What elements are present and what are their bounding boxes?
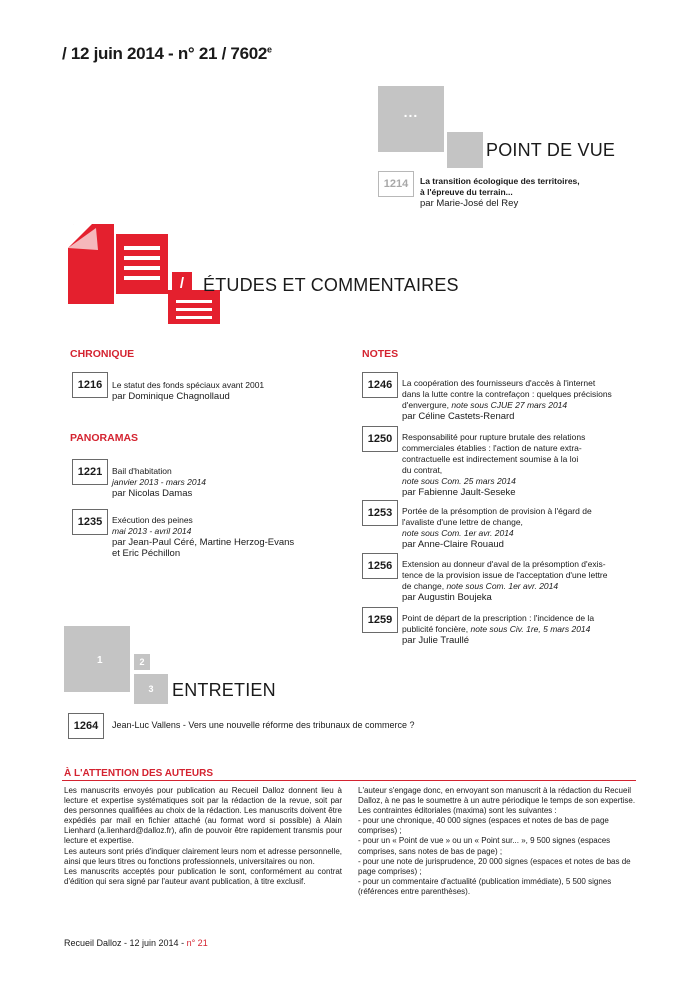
article-entry[interactable]: Le statut des fonds spéciaux avant 2001 par Dominique Chagnollaud [112, 380, 265, 402]
documents-icon [64, 224, 224, 324]
article-number[interactable]: 1246 [362, 372, 398, 398]
article-entry[interactable]: La transition écologique des territoires, à l'épreuve du terrain... par Marie-José del Rey [420, 176, 580, 209]
entretien-icon-square-3: 3 [134, 674, 168, 704]
article-number[interactable]: 1253 [362, 500, 398, 526]
article-entry[interactable]: Extension au donneur d'aval de la présomption d'exis- tence de la provision issue de l'acceptation d'une lettre de change, note sous Com. 1er avr. 2014 par Augustin Boujeka [402, 559, 608, 603]
chronique-heading: CHRONIQUE [70, 348, 135, 360]
entretien-icon-square-1: 1 [64, 626, 130, 692]
article-number[interactable]: 1250 [362, 426, 398, 452]
article-number[interactable]: 1235 [72, 509, 108, 535]
article-number[interactable]: 1264 [68, 713, 104, 739]
issue-header: / 12 juin 2014 - n° 21 / 7602e [62, 44, 272, 63]
page-footer: Recueil Dalloz - 12 juin 2014 - n° 21 [64, 938, 208, 948]
authors-notice-left: Les manuscrits envoyés pour publication au Recueil Dalloz donnent lieu à lecture et expertise systématiques soit par la rédaction de la revue, soit par des personnes qualifiées au choix de la rédaction. Les manuscrits doivent être expédiés par mail en fichier attaché (au format word si possible) à Alain Lienhard (a.lienhard@dalloz.fr), afin de pouvoir être rapidement transmis pour lecture et expertise. Les auteurs sont priés d'indiquer clairement leurs nom et adresse personnelle, ainsi que leurs titres ou fonctions professionnels, universitaires ou non. Les manuscrits acceptés pour publication le sont, conformément au contrat d'édition qui sera signé par l'auteur avant publication, à titre exclusif. [64, 786, 342, 886]
article-entry[interactable]: Exécution des peines mai 2013 - avril 2014 par Jean-Paul Céré, Martine Herzog-Evans et Eric Péchillon [112, 515, 295, 559]
entretien-title: ENTRETIEN [172, 680, 276, 700]
article-entry[interactable]: Jean-Luc Vallens - Vers une nouvelle réforme des tribunaux de commerce ? [112, 720, 415, 730]
article-entry[interactable]: Responsabilité pour rupture brutale des relations commerciales établies : l'action de nature extra- contractuelle est indirectement soumise à la loi du contrat, note sous Com. 25 mars 2014 par Fabienne Jault-Seseke [402, 432, 586, 498]
article-number[interactable]: 1214 [378, 171, 414, 197]
authors-notice-right: L'auteur s'engage donc, en envoyant son manuscrit à la rédaction du Recueil Dalloz, à ne pas le soumettre à un autre périodique le temps de son expertise. Les contraintes éditoriales (maxima) sont les suivantes : - pour une chronique, 40 000 signes (espaces et notes de bas de page comprises) ; - pour un « Point de vue » ou un « Point sur... », 9 500 signes (espaces comprises, sans notes de bas de page) ; - pour une note de jurisprudence, 20 000 signes (espaces et notes de bas de page comprises) ; - pour un commentaire d'actualité (publication immédiate), 5 500 signes (références entre parenthèses). [358, 786, 636, 896]
article-number[interactable]: 1256 [362, 553, 398, 579]
article-entry[interactable]: Portée de la présomption de provision à l'égard de l'avaliste d'une lettre de change, note sous Com. 1er avr. 2014 par Anne-Claire Rouaud [402, 506, 592, 550]
point-de-vue-title: POINT DE VUE [486, 140, 616, 160]
divider [62, 780, 636, 781]
point-de-vue-icon: ... [378, 86, 444, 152]
panoramas-heading: PANORAMAS [70, 432, 139, 444]
article-number[interactable]: 1221 [72, 459, 108, 485]
authors-notice-heading: À L'ATTENTION DES AUTEURS [64, 768, 214, 779]
article-entry[interactable]: Bail d'habitation janvier 2013 - mars 2014 par Nicolas Damas [112, 466, 207, 499]
entretien-icon-square-2: 2 [134, 654, 150, 670]
article-number[interactable]: 1216 [72, 372, 108, 398]
article-number[interactable]: 1259 [362, 607, 398, 633]
etudes-title: ÉTUDES ET COMMENTAIRES [203, 275, 459, 295]
point-de-vue-small-square [447, 132, 483, 168]
article-entry[interactable]: Point de départ de la prescription : l'incidence de la publicité foncière, note sous Civ. 1re, 5 mars 2014 par Julie Traullé [402, 613, 595, 646]
notes-heading: NOTES [362, 348, 399, 360]
article-entry[interactable]: La coopération des fournisseurs d'accès à l'internet dans la lutte contre la contrefaçon : quelques précisions d'envergure, note sous CJUE 27 mars 2014 par Céline Castets-Renard [402, 378, 612, 422]
section-slash: / [172, 272, 192, 294]
